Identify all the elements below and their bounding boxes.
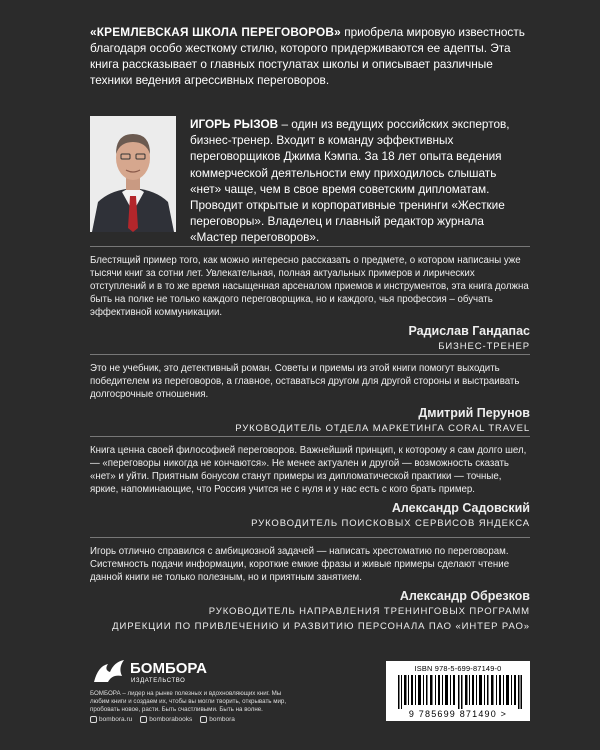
author-photo xyxy=(90,116,176,232)
intro-text: приобрела мировую известность благодаря особо жесткому стилю, которого придерживаются ее адепты. Эта книга рассказывает о главных постулатах школы и описывает различные техники ведения агрессивных переговоров. xyxy=(90,25,525,87)
quote-role: РУКОВОДИТЕЛЬ ОТДЕЛА МАРКЕТИНГА CORAL TRAVEL xyxy=(235,423,530,434)
website-label: bombora.ru xyxy=(99,716,133,724)
globe-icon xyxy=(90,716,97,723)
quote-author: Дмитрий Перунов xyxy=(418,406,530,420)
quote-block xyxy=(90,545,530,633)
divider xyxy=(90,537,530,538)
quote-role: РУКОВОДИТЕЛЬ ПОИСКОВЫХ СЕРВИСОВ ЯНДЕКСА xyxy=(251,518,530,529)
quote-author: Александр Обрезков xyxy=(399,589,530,603)
quote-block xyxy=(90,254,530,353)
quote-role: БИЗНЕС-ТРЕНЕР xyxy=(438,341,530,352)
quote-role-line2: ДИРЕКЦИИ ПО ПРИВЛЕЧЕНИЮ И РАЗВИТИЮ ПЕРСОНАЛА ПАО «ИНТЕР РАО» xyxy=(112,621,530,632)
divider xyxy=(90,436,530,437)
intro-paragraph xyxy=(90,24,530,88)
barcode-box xyxy=(386,661,530,721)
youtube-label: bomborabooks xyxy=(149,716,193,724)
quote-role: РУКОВОДИТЕЛЬ НАПРАВЛЕНИЯ ТРЕНИНГОВЫХ ПРОГРАММ xyxy=(208,606,530,617)
social-link[interactable] xyxy=(200,716,235,723)
barcode-number: 9 785699 871490 > xyxy=(408,709,508,719)
isbn-text: ISBN 978-5-699-87149-0 xyxy=(414,664,502,673)
divider xyxy=(90,354,530,355)
school-title: «КРЕМЛЕВСКАЯ ШКОЛА ПЕРЕГОВОРОВ» xyxy=(90,25,341,39)
quote-text: Книга ценна своей философией переговоров. Важнейший принцип, к которому я сам долго шел, — «переговоры никогда не кончаются». Не менее актуален и другой — возможность сказать «нет» и уйти. Приятным бонусом станут примеры из дипломатической практики — точные, яркие, напоминающие, что Россия учится не с нуля и у нас есть с кого брать пример. xyxy=(90,445,527,495)
quote-text: Игорь отлично справился с амбициозной задачей — написать хрестоматию по переговорам. Системность подачи информации, короткие емкие фразы и живые примеры сделают чтение данной книги не только полезным, но и приятным занятием. xyxy=(90,546,510,583)
publisher-logo xyxy=(90,654,230,686)
social-label: bombora xyxy=(209,716,235,724)
author-bio xyxy=(190,116,530,246)
quote-text: Блестящий пример того, как можно интересно рассказать о предмете, о котором написаны уже тысячи книг за сотни лет. Увлекательная, полная актуальных примеров и лирических отступлений и в то же время насыщенная арсеналом приемов и инструментов, эта книга должна быть на полке не только каждого переговорщика, но и каждого, чья профессия – обучать эффективной коммуникации. xyxy=(90,255,529,318)
quote-text: Это не учебник, это детективный роман. Советы и приемы из этой книги помогут выходить победителем из переговоров, а главное, оставаться другом для другой стороны и выстраивать долгосрочные отношения. xyxy=(90,363,520,400)
barcode-icon xyxy=(398,675,522,709)
social-links xyxy=(90,716,235,723)
logo-wordmark: БОМБОРА xyxy=(130,660,207,677)
camera-icon xyxy=(200,716,207,723)
play-icon xyxy=(140,716,147,723)
author-bio-text: – один из ведущих российских экспертов, бизнес-тренер. Входит в команду эффективных переговорщиков Джима Кэмпа. За 18 лет опыта ведения коммерческой деятельности ему приходилось слышать «нет» чаще, чем в свое время советским дипломатам. Проводит открытые и корпоративные тренинги «Жесткие переговоры». Владелец и главный редактор журнала «Мастер переговоров». xyxy=(190,117,510,245)
quote-author: Радислав Гандапас xyxy=(408,324,530,338)
website-link[interactable] xyxy=(90,716,132,723)
author-name: ИГОРЬ РЫЗОВ xyxy=(190,117,279,131)
logo-subtitle: ИЗДАТЕЛЬСТВО xyxy=(131,678,186,684)
quote-block xyxy=(90,444,530,530)
quote-block xyxy=(90,362,530,435)
youtube-link[interactable] xyxy=(140,716,192,723)
publisher-description: БОМБОРА – лидер на рынке полезных и вдохновляющих книг. Мы любим книги и создаем их, чтобы вы могли творить, открывать мир, пробовать новое, расти. Быть счастливыми. Быть на волне. xyxy=(90,690,287,713)
divider xyxy=(90,246,530,247)
bombora-logo-icon xyxy=(90,654,230,686)
quote-author: Александр Садовский xyxy=(391,501,530,515)
